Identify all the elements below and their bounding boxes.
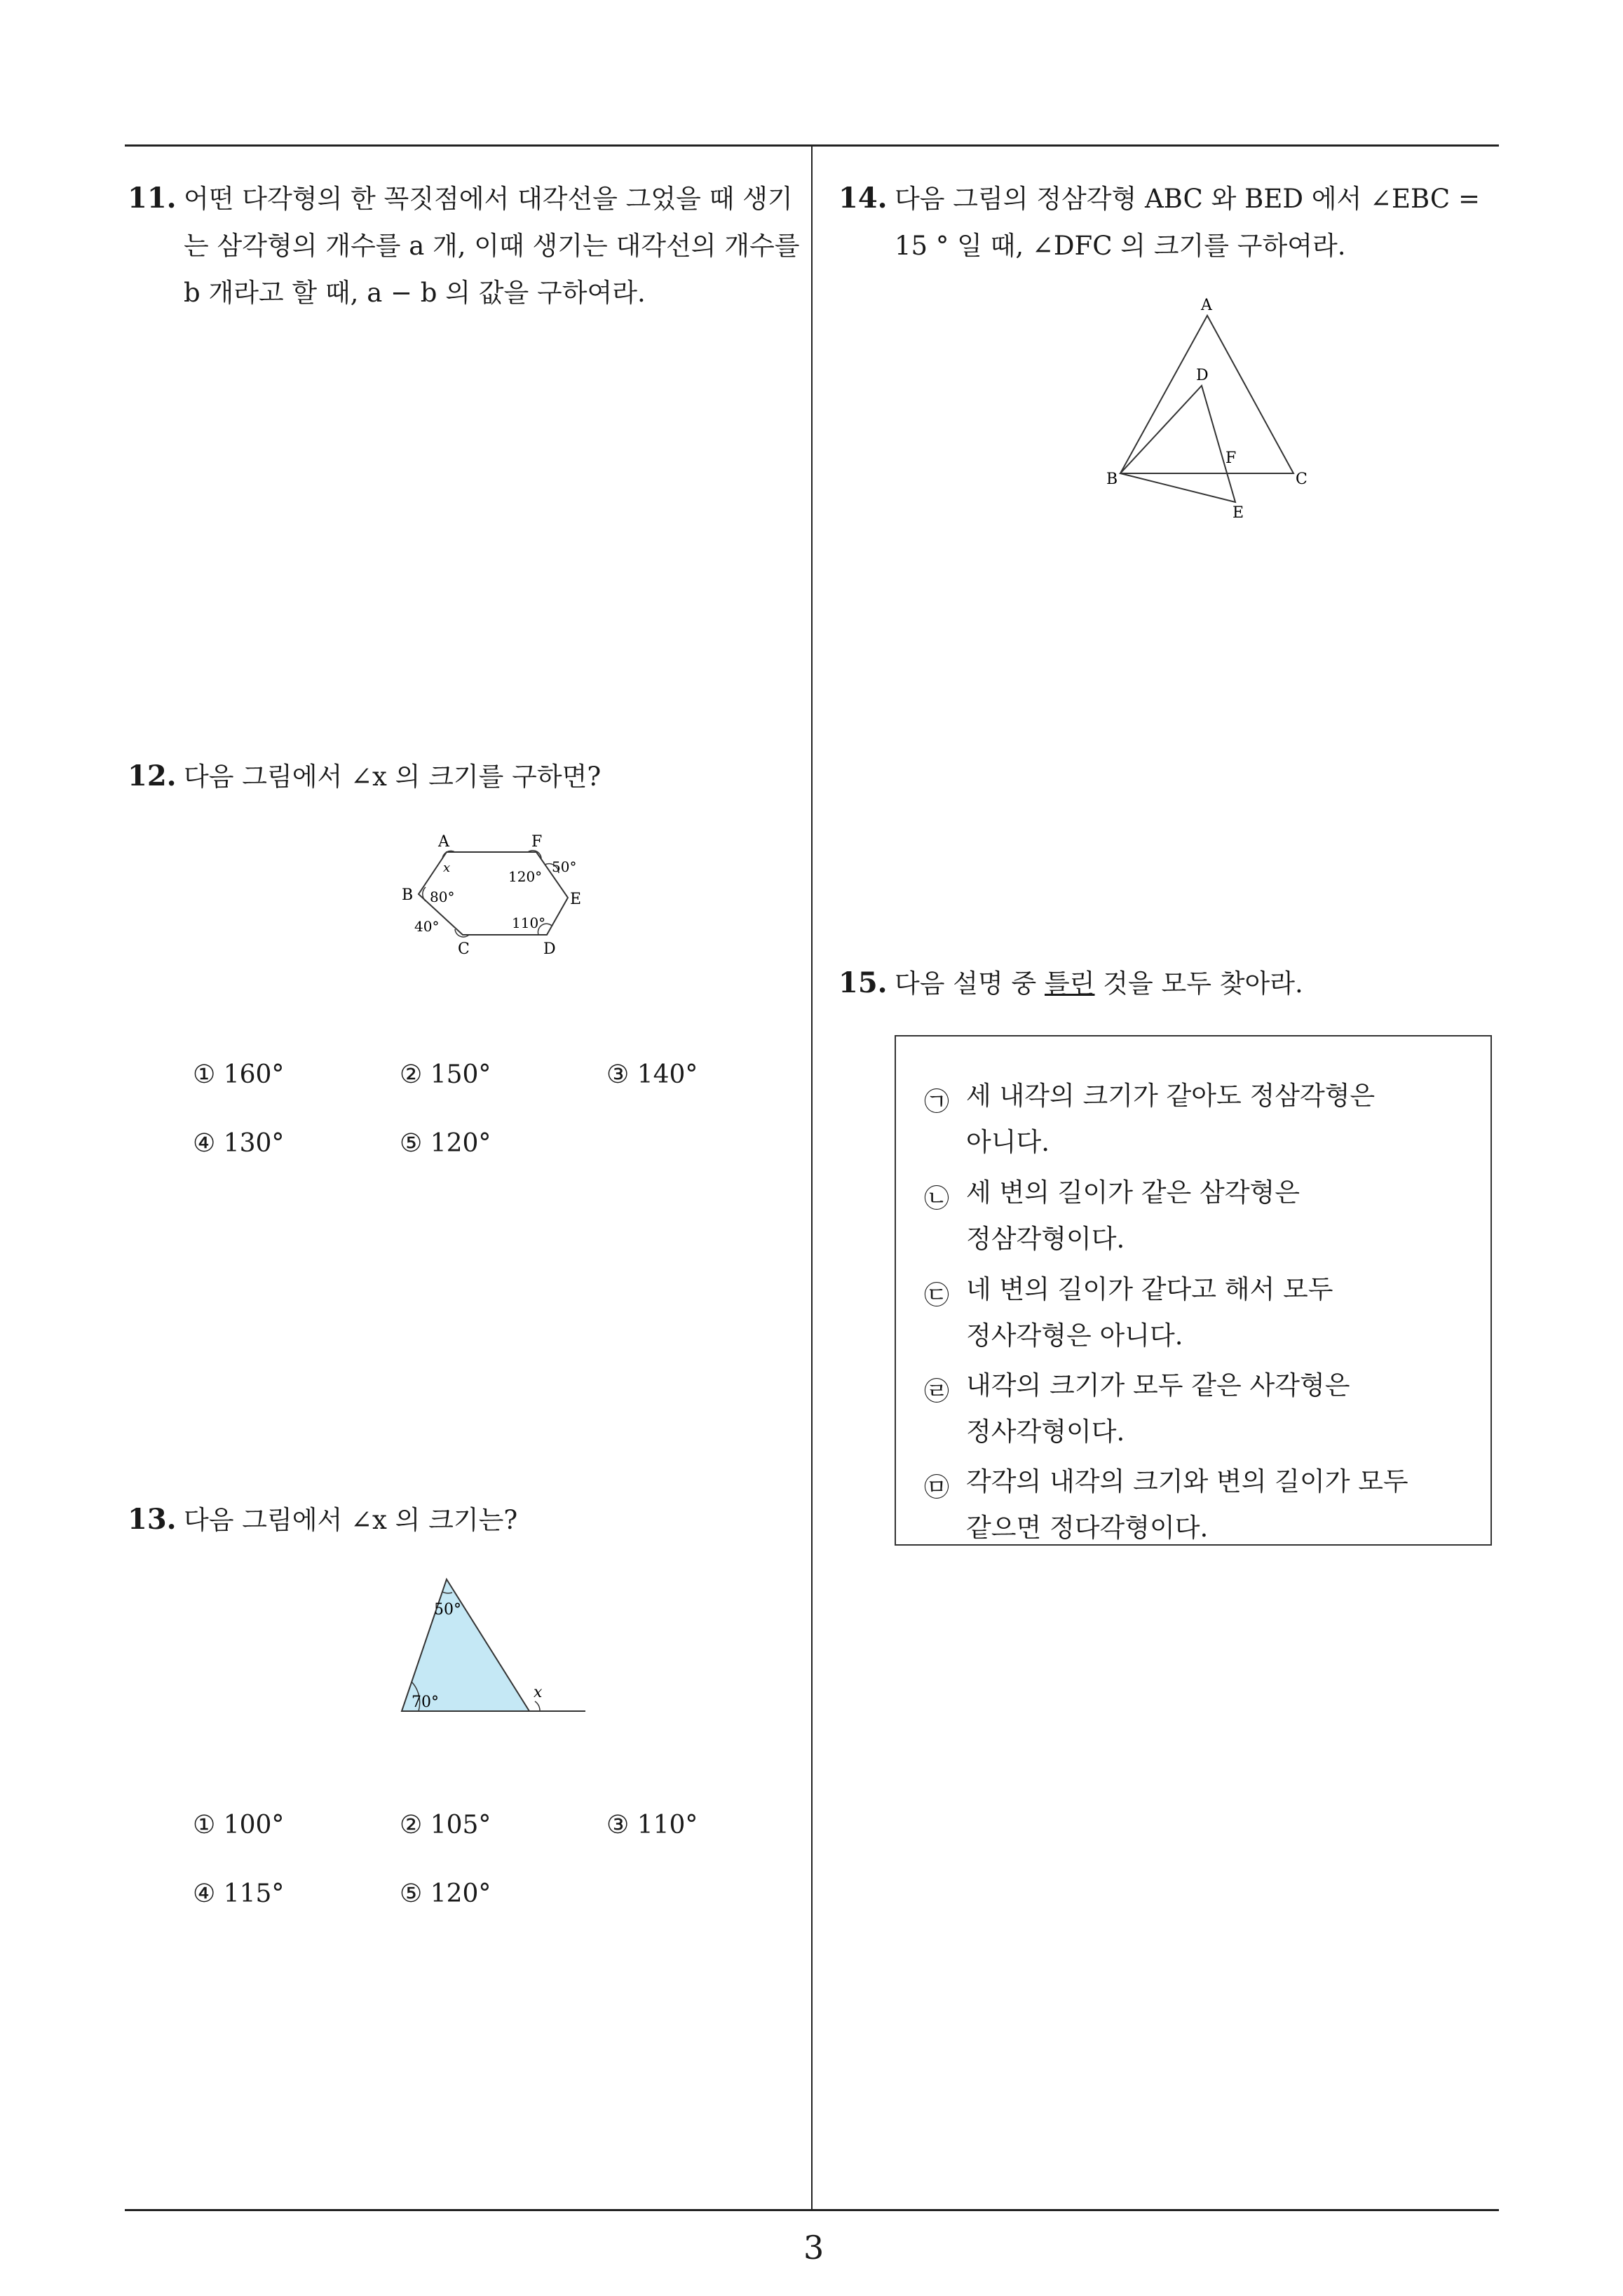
q13-number: 13.: [128, 1503, 177, 1536]
q15-statement-4: [966, 1363, 1350, 1455]
q15-statement-5: [966, 1459, 1408, 1551]
q13-choice-3[interactable]: ③ 110°: [606, 1811, 698, 1839]
q12-label-x: x: [443, 860, 451, 875]
q15-statement-3: [966, 1267, 1333, 1359]
q13-triangle-figure: [396, 1571, 606, 1725]
q15-mark-4: ㉣: [924, 1377, 950, 1406]
q15-mark-5: ㉤: [924, 1473, 950, 1502]
q12-label-80: 80°: [430, 889, 455, 905]
bottom-rule: [125, 2209, 1499, 2211]
q14-label-B: B: [1106, 471, 1118, 488]
q11-line-2: 는 삼각형의 개수를 a 개, 이때 생기는 대각선의 개수를: [184, 231, 800, 261]
q12-label-B: B: [402, 886, 414, 904]
q12-label-A: A: [438, 833, 449, 851]
q12-choice-5[interactable]: ⑤ 120°: [400, 1129, 491, 1158]
q12-label-D: D: [543, 940, 556, 958]
q15-statement-5-line-2: 같으면 정다각형이다.: [966, 1513, 1209, 1543]
q12-hexagon-figure: [396, 831, 606, 964]
q15-text: [895, 960, 1303, 1007]
q13-label-70: 70°: [412, 1694, 439, 1711]
q12-choice-4[interactable]: ④ 130°: [193, 1129, 285, 1158]
q11-number: 11.: [128, 182, 177, 215]
q15-statement-2-line-2: 정삼각형이다.: [966, 1224, 1125, 1254]
q14-number: 14.: [838, 182, 888, 215]
q12-label-110: 110°: [512, 914, 546, 931]
q14-triangle-BED: [1120, 386, 1235, 502]
q15-text-underlined: 틀린: [1045, 968, 1095, 999]
q13-choice-4[interactable]: ④ 115°: [193, 1879, 285, 1908]
q12-choice-3[interactable]: ③ 140°: [606, 1060, 698, 1089]
q12-label-40: 40°: [414, 918, 440, 935]
q12-choice-2[interactable]: ② 150°: [400, 1060, 491, 1089]
q14-line-2: 15 ° 일 때, ∠DFC 의 크기를 구하여라.: [895, 231, 1346, 261]
q12-label-F: F: [531, 833, 543, 851]
q15-statement-3-line-2: 정사각형은 아니다.: [966, 1321, 1183, 1351]
q13-text: 다음 그림에서 ∠x 의 크기는?: [184, 1505, 518, 1535]
q14-label-C: C: [1296, 471, 1308, 488]
q13-label-x: x: [534, 1684, 543, 1701]
q15-statement-1-line-1: 세 내각의 크기가 같아도 정삼각형은: [966, 1081, 1376, 1111]
q12-text: 다음 그림에서 ∠x 의 크기를 구하면?: [184, 762, 602, 792]
q15-statement-5-line-1: 각각의 내각의 크기와 변의 길이가 모두: [966, 1466, 1408, 1497]
q13-arc-x: [535, 1701, 540, 1711]
q14-text: [895, 175, 1480, 269]
q14-label-E: E: [1232, 504, 1244, 519]
q15-statement-2: [966, 1170, 1300, 1262]
q15-mark-2: ㉡: [924, 1184, 950, 1213]
q13-triangle: [402, 1579, 529, 1711]
q14-line-1: 다음 그림의 정삼각형 ABC 와 BED 에서 ∠EBC =: [895, 184, 1480, 214]
q12-label-C: C: [458, 940, 470, 958]
q13-choice-5[interactable]: ⑤ 120°: [400, 1879, 491, 1908]
q15-mark-1: ㉠: [924, 1088, 950, 1116]
q15-text-before: 다음 설명 중: [895, 968, 1045, 999]
q14-triangles-figure: [1101, 295, 1311, 519]
q12-choice-1[interactable]: ① 160°: [193, 1060, 285, 1089]
q12-number: 12.: [128, 759, 177, 792]
q13-label-50: 50°: [434, 1601, 461, 1619]
q15-statement-4-line-2: 정사각형이다.: [966, 1417, 1125, 1447]
q12-label-E: E: [570, 891, 582, 908]
q14-label-A: A: [1201, 297, 1212, 314]
q12-label-50: 50°: [552, 858, 577, 875]
q13-choice-2[interactable]: ② 105°: [400, 1811, 491, 1839]
q14-label-D: D: [1196, 367, 1209, 384]
q15-statement-3-line-1: 네 변의 길이가 같다고 해서 모두: [966, 1274, 1333, 1304]
q15-number: 15.: [838, 966, 888, 999]
q11-text: [184, 175, 800, 316]
q13-choice-1[interactable]: ① 100°: [193, 1811, 285, 1839]
q15-statement-1: [966, 1073, 1375, 1166]
column-divider: [811, 144, 813, 2210]
page-number: 3: [803, 2229, 824, 2267]
q15-mark-3: ㉢: [924, 1281, 950, 1310]
q11-line-1: 어떤 다각형의 한 꼭짓점에서 대각선을 그었을 때 생기: [184, 184, 793, 214]
q11-line-3: b 개라고 할 때, a − b 의 값을 구하여라.: [184, 278, 646, 308]
q15-statement-2-line-1: 세 변의 길이가 같은 삼각형은: [966, 1177, 1300, 1208]
q15-text-after: 것을 모두 찾아라.: [1094, 968, 1303, 999]
q14-label-F: F: [1225, 450, 1237, 467]
q15-statement-4-line-1: 내각의 크기가 모두 같은 사각형은: [966, 1370, 1350, 1400]
q14-triangle-ABC: [1120, 316, 1293, 473]
q15-statement-1-line-2: 아니다.: [966, 1127, 1050, 1157]
q12-label-120: 120°: [508, 868, 543, 885]
